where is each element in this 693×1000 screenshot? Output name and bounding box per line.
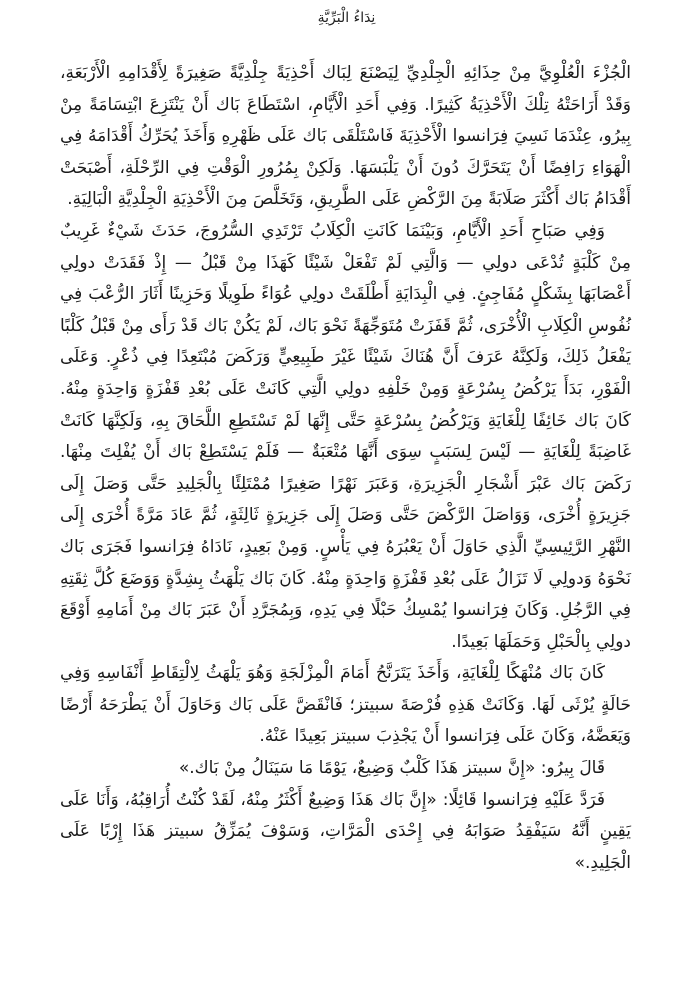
running-title: نِدَاءُ الْبَرِّيَّةِ	[317, 10, 376, 26]
paragraph-1: الْجُزْءَ الْعُلْوِيَّ مِنْ حِذَائِهِ الْجِلْدِيِّ لِيَصْنَعَ لِبَاك أَحْذِيَةً جِلْدِيَّةً صَغِيرَةً لِأَقْدَامِهِ الْأَرْبَعَةِ، وَقَدْ أَرَاحَتْهُ تِلْكَ الْأَحْذِيَةُ كَثِيرًا. وَفِي أَحَدِ الْأَيَّامِ، اسْتَطَاعَ بَاك أَنْ يَنْتَزِعَ ابْتِسَامَةً مِنْ بِيرُو، عِنْدَمَا نَسِيَ فِرَانسوا الْأَحْذِيَةَ فَاسْتَلْقَى بَاك عَلَى ظَهْرِهِ وَأَخَذَ يُحَرِّكُ أَقْدَامَهُ فِي الْهَوَاءِ رَافِضًا أَنْ يَتَحَرَّكَ دُونَ أَنْ يَلْبَسَهَا. وَلَكِنْ بِمُرُورِ الْوَقْتِ فِي الرِّحْلَةِ، أَصْبَحَتْ أَقْدَامُ بَاك أَكْثَرَ صَلَابَةً مِنَ الرَّكْضِ عَلَى الطَّرِيقِ، وَتَخَلَّصَ مِنَ الْأَحْذِيَةِ الْجِلْدِيَّةِ الْبَالِيَةِ.	[60, 63, 631, 210]
page-body	[60, 58, 631, 879]
paragraph-3: كَانَ بَاك مُنْهَكًا لِلْغَايَةِ، وَأَخَذَ يَتَرَنَّحُ أَمَامَ الْمِزْلَجَةِ وَهُوَ يَلْهَثُ لِالْتِقَاطِ أَنْفَاسِهِ وَفِي حَالَةٍ يُرْثَى لَهَا. وَكَانَتْ هَذِهِ فُرْصَةَ سبيتز؛ فَانْقَضَّ عَلَى بَاك وَحَاوَلَ أَنْ يَطْرَحَهُ أَرْضًا وَيَعَضَّهُ، وَكَانَ عَلَى فِرَانسوا أَنْ يَجْذِبَ سبيتز بَعِيدًا عَنْهُ.	[60, 663, 631, 747]
paragraph-4: قَالَ بِيرُو: «إِنَّ سبيتز هَذَا كَلْبٌ وَضِيعٌ، يَوْمًا مَا سَيَنَالُ مِنْ بَاك.»	[178, 758, 605, 779]
paragraph-2: وَفِي صَبَاحِ أَحَدِ الْأَيَّامِ، وَبَيْنَمَا كَانَتِ الْكِلَابُ تَرْتَدِي السُّرُوجَ، حَدَثَ شَيْءٌ غَرِيبٌ مِنْ كَلْبَةٍ تُدْعَى دولِي — وَالَّتِي لَمْ تَفْعَلْ شَيْئًا كَهَذَا مِنْ قَبْلُ — إِذْ فَقَدَتْ دولِي أَعْصَابَهَا بِشَكْلٍ مُفَاجِئٍ. فِي الْبِدَايَةِ أَطْلَقَتْ دولِي عُوَاءً طَوِيلًا وَحَزِينًا أَثَارَ الرُّعْبَ فِي نُفُوسِ الْكِلَابِ الْأُخْرَى، ثُمَّ قَفَزَتْ مُتَوَجِّهَةً نَحْوَ بَاك، لَمْ يَكُنْ بَاك قَدْ رَأَى مِنْ قَبْلُ كَلْبًا يَفْعَلُ ذَلِكَ، وَلَكِنَّهُ عَرَفَ أَنَّ هُنَاكَ شَيْئًا غَيْرَ طَبِيعِيٍّ وَرَكَضَ مُبْتَعِدًا فِي ذُعْرٍ. وَعَلَى الْفَوْرِ، بَدَأَ يَرْكُضُ بِسُرْعَةٍ وَمِنْ خَلْفِهِ دولِي الَّتِي كَانَتْ عَلَى بُعْدِ قَفْزَةٍ وَاحِدَةٍ مِنْهُ. كَانَ بَاك خَائِفًا لِلْغَايَةِ وَيَرْكُضُ بِسُرْعَةٍ حَتَّى إِنَّهَا لَمْ تَسْتَطِعِ اللَّحَاقَ بِهِ، وَلَكِنَّهَا كَانَتْ غَاضِبَةً لِلْغَايَةِ — لَيْسَ لِسَبَبٍ سِوَى أَنَّهَا مُتْعَبَةٌ — فَلَمْ يَسْتَطِعْ بَاك أَنْ يُفْلِتَ مِنْهَا. رَكَضَ بَاك عَبْرَ أَشْجَارِ الْجَزِيرَةِ، وَعَبَرَ نَهْرًا صَغِيرًا مُمْتَلِئًا بِالْجَلِيدِ حَتَّى وَصَلَ إِلَى جَزِيرَةٍ أُخْرَى، وَوَاصَلَ الرَّكْضَ حَتَّى وَصَلَ إِلَى جَزِيرَةٍ ثَالِثَةٍ، ثُمَّ عَادَ مَرَّةً أُخْرَى إِلَى النَّهْرِ الرَّئِيسِيِّ الَّذِي حَاوَلَ أَنْ يَعْبُرَهُ فِي يَأْسٍ. وَمِنْ بَعِيدٍ، نَادَاهُ فِرَانسوا فَجَرَى بَاك نَحْوَهُ وَدولِي لَا تَزَالُ عَلَى بُعْدِ قَفْزَةٍ وَاحِدَةٍ مِنْهُ. كَانَ بَاك يَلْهَثُ بِشِدَّةٍ وَوَضَعَ كُلَّ ثِقَتِهِ فِي الرَّجُلِ. وَكَانَ فِرَانسوا يُمْسِكُ حَبْلًا فِي يَدِهِ، وَبِمُجَرَّدِ أَنْ عَبَرَ بَاك مِنْ أَمَامِهِ أَوْقَعَ دولِي بِالْحَبْلِ وَحَمَلَهَا بَعِيدًا.	[60, 220, 631, 652]
paragraph-5: فَرَدَّ عَلَيْهِ فِرَانسوا قَائِلًا: «إِنَّ بَاك هَذَا وَضِيعٌ أَكْثَرُ مِنْهُ، لَقَدْ كُنْتُ أُرَاقِبُهُ، وَأَنَا عَلَى يَقِينٍ أَنَّهُ سَيَفْقِدُ صَوَابَهُ فِي إِحْدَى الْمَرَّاتِ، وَسَوْفَ يُمَزِّقُ سبيتز هَذَا إِرْبًا عَلَى الْجَلِيدِ.»	[60, 789, 631, 873]
